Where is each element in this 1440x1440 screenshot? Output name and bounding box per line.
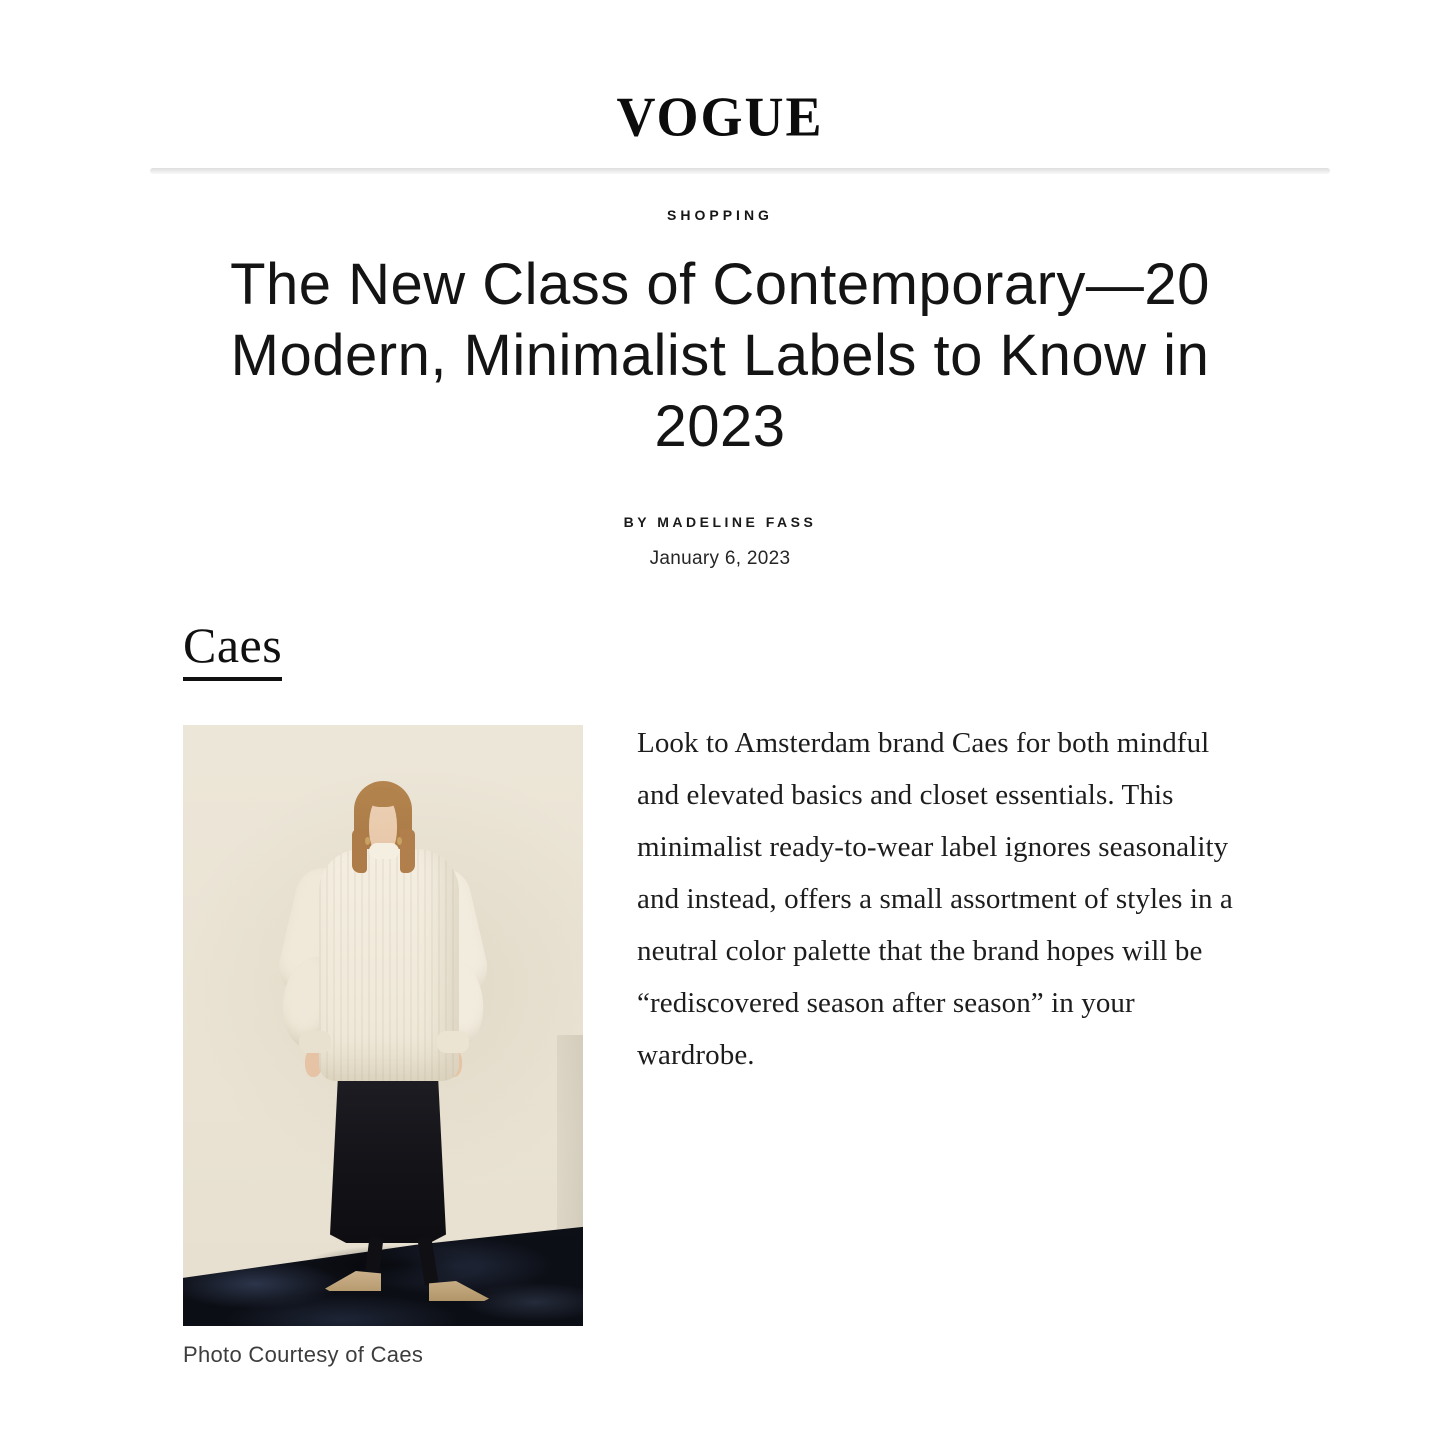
article-photo — [183, 725, 583, 1326]
model-sweater-cuff-right — [437, 1031, 469, 1053]
model-skirt — [330, 1073, 446, 1243]
model-sweater-collar — [369, 843, 399, 859]
model-hair-strand-right — [400, 829, 415, 873]
site-header — [0, 0, 1440, 174]
model-hair-strand-left — [352, 829, 367, 873]
model-sweater-cuff-left — [299, 1031, 331, 1053]
model-earring-right — [397, 837, 402, 845]
logo-wrap — [0, 0, 1440, 148]
publish-date: January 6, 2023 — [649, 548, 791, 569]
header-divider — [150, 168, 1330, 174]
photo-caption: Photo Courtesy of Caes — [183, 1342, 424, 1367]
article-main — [0, 207, 1440, 1368]
article-headline: The New Class of Contemporary—20 Modern, Minimalist Labels to Know in 2023 — [230, 252, 1210, 459]
brand-link-caes[interactable]: Caes — [183, 616, 282, 681]
model-hair-fringe — [366, 787, 400, 807]
article-photo-figure — [183, 725, 583, 1368]
author-byline[interactable]: BY MADELINE FASS — [623, 514, 817, 530]
byline-wrap — [0, 514, 1440, 532]
vogue-logo[interactable]: VOGUE — [616, 85, 824, 149]
article-row — [183, 725, 1238, 1368]
article-body-text: Look to Amsterdam brand Caes for both mindful and elevated basics and closet essentials. This minimalist ready-to-wear label ignores seasonality and instead, offers a small assortment of styles in a neutral color palette that the brand hopes will be “rediscovered season after season” in your wardrobe. — [637, 727, 1233, 1071]
model-earring-left — [365, 837, 370, 845]
category-link[interactable]: SHOPPING — [667, 207, 773, 223]
photo-floor-shadow — [303, 1245, 483, 1285]
category-wrap — [0, 207, 1440, 225]
brand-section-heading — [183, 616, 1440, 681]
